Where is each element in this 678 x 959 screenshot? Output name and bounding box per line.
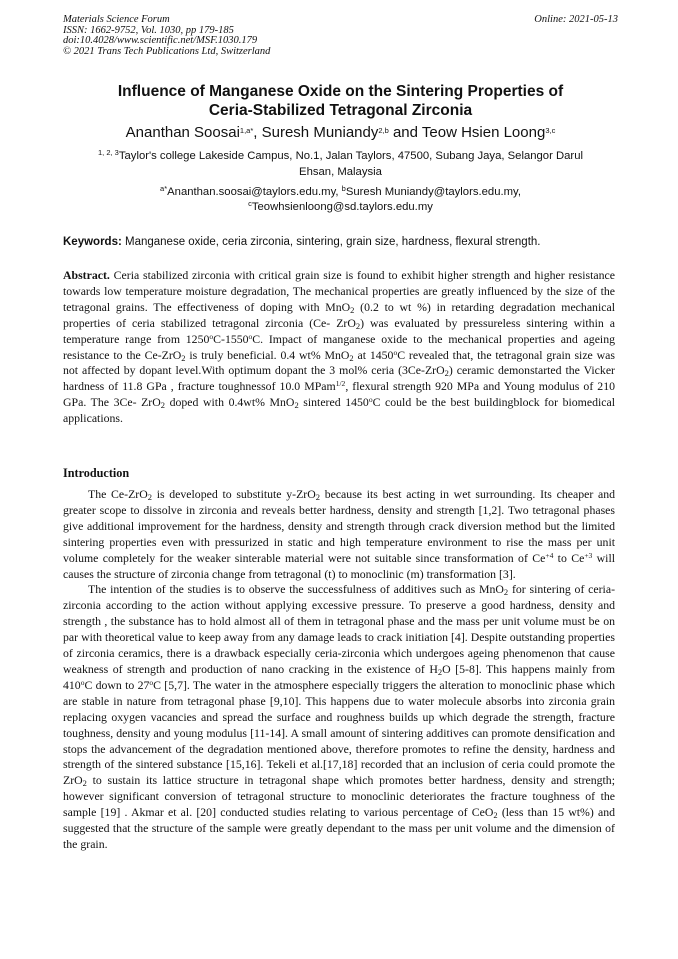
abstract-text: C revealed that, the tetragonal grain size was not affected by dopant level.With optimum dopant the 3 mol% ceria (3Ce-ZrO (63, 347, 615, 378)
affiliation-line-2: Ehsan, Malaysia (299, 165, 382, 178)
subscript: 2 (503, 587, 509, 598)
degree-mark: o (248, 331, 253, 341)
abstract-text: C-1550 (213, 331, 249, 346)
journal-name: Materials Science Forum (63, 14, 170, 25)
author-separator: and (388, 124, 422, 141)
email-mark: c (248, 198, 252, 208)
author-name: Teow Hsien Loong (421, 124, 546, 141)
email-b: Suresh Muniandy@taylors.edu.my, (345, 186, 521, 198)
degree-mark: o (80, 677, 85, 687)
subscript: 2 (493, 810, 498, 821)
subscript: 2 (437, 666, 443, 677)
subscript: 2 (444, 368, 449, 379)
copyright-line: © 2021 Trans Tech Publications Ltd, Switzerland (63, 45, 271, 57)
keywords (63, 235, 623, 249)
author-name: Ananthan Soosai (125, 124, 240, 141)
abstract-text: doped with 0.4wt% MnO (165, 395, 295, 410)
subscript: 2 (355, 320, 361, 331)
affiliation (66, 149, 615, 180)
subscript: 2 (349, 352, 354, 363)
paragraph-text: will causes the structure of zirconia change from tetragonal (t) to monoclinic (m) transformation [3]. (63, 550, 615, 581)
paragraph-text: C [5,7]. The water in the atmosphere especially triggers the alteration to monoclinic phase which are stable in nature from tetragonal phase [9,10]. This happens due to water molecule absorbs into zirconia grain replacing oxygen vacancies and spread the surface and roughness builds up which degrade the strength, fracture toughness, density and young modulus [11-14]. A small amount of sintering additives can promote densification and stops the advancement of the degradation mentioned above, therefore promotes to refine the density, hardness and strength of the sintered substance [15,16]. Tekeli et al.[17,18] recorded that an inclusion of ceria could promote the ZrO (63, 677, 615, 788)
email-mark: b (341, 184, 346, 193)
abstract-text: ) was evaluated by pressureless sintering within a temperature range from 1250 (63, 315, 615, 346)
title-line-1: Influence of Manganese Oxide on the Sintering Properties of (117, 83, 564, 100)
introduction-body (63, 487, 615, 853)
paragraph-text: The intention of the studies is to observe the successfulness of additives such as MnO (88, 582, 504, 597)
charge-mark: +3 (584, 550, 593, 560)
paragraph-text: to sustain its lattice structure in tetragonal shape which promotes better hardness, density and strength; however significant conversion of tetragonal structure to monoclinic deteriorates the fracture toughness of the sample [19] . Akmar et al. [20] conducted studies relating to various percentage of CeO (63, 773, 615, 820)
abstract-text: Ceria stabilized zirconia with critical grain size is found to exhibit higher strength and higher resistance towards low temperature moisture degradation, The mechanical properties are greatly influenced by the size of the tetragonal grains. The effectiveness of doping with MnO (63, 268, 615, 314)
affiliation-mark: 1, 2, 3 (98, 148, 119, 157)
paper-title (63, 82, 618, 120)
author-emails (63, 185, 618, 214)
doi-line: doi:10.4028/www.scientific.net/MSF.1030.179 (63, 35, 258, 47)
abstract-text: , flexural strength 920 MPa and Young modulus of 210 GPa. The 3Ce- ZrO (63, 379, 615, 410)
paragraph-text: O [5-8]. This happens mainly from 410 (63, 661, 615, 692)
abstract-text: sintered 1450 (298, 395, 369, 410)
degree-mark: o (368, 395, 373, 405)
subscript: 2 (82, 778, 87, 789)
affiliation-line-1: Taylor's college Lakeside Campus, No.1, Jalan Taylors, 47500, Subang Jaya, Selangor Darul (118, 150, 583, 162)
keywords-text: Manganese oxide, ceria zirconia, sintering, grain size, hardness, flexural strength. (121, 236, 541, 248)
abstract-text: is truly beneficial. 0.4 wt% MnO (185, 347, 350, 362)
subscript: 2 (181, 352, 186, 363)
degree-mark: o (393, 347, 398, 357)
email-a: Ananthan.soosai@taylors.edu.my, (167, 186, 342, 198)
abstract-text: ) ceramic demonstarted the Vicker hardness of 11.8 GPa , fracture toughnessof 10.0 MPam (63, 363, 615, 394)
paragraph-text: (less than 15 wt%) and suggested that the structure of the sample were greatly dependant to the mass per unit volume and the dimension of the grain. (63, 805, 615, 851)
keywords-label: Keywords: (63, 236, 122, 248)
degree-mark: o (209, 331, 214, 341)
subscript: 2 (160, 400, 165, 411)
author-affil-mark: 1,a* (239, 126, 254, 135)
author-separator: , (253, 124, 262, 141)
abstract-text: C could be the best buildingblock for biomedical applications. (63, 395, 615, 426)
paragraph-text: for sintering of ceria-zirconia according to the action without applying excessive pressure. To preserve a good hardness, density and strength , the substance has to hold almost all of them in tetragonal phase and the mass per unit volume must be on par with theoretical value to keep away from any damage leads to crack initiation [4]. Despite outstanding properties of zirconia ceramics, there is a drawback especially ceria-zirconia which undergoes ageing phenomenon that cause weakness of strength and production of nano cracking in the existence of H (63, 582, 615, 676)
title-line-2: Ceria-Stabilized Tetragonal Zirconia (208, 102, 473, 119)
paragraph (63, 487, 615, 582)
subscript: 2 (294, 400, 299, 411)
email-mark: a* (160, 184, 168, 193)
abstract-text: C. Impact of manganese oxide to the mechanical properties and ageing resistance to the Ce-ZrO (63, 331, 615, 362)
paragraph-text: C down to 27 (84, 677, 150, 692)
section-heading-introduction: Introduction (63, 466, 130, 480)
abstract (63, 268, 615, 427)
degree-mark: o (149, 677, 154, 687)
paragraph (63, 582, 615, 852)
exponent: 1/2 (335, 379, 346, 389)
subscript: 2 (315, 492, 320, 502)
journal-header (63, 15, 618, 57)
author-name: Suresh Muniandy (261, 124, 379, 141)
author-affil-mark: 2,b (378, 126, 389, 135)
abstract-label: Abstract. (63, 268, 110, 282)
abstract-text: at 1450 (353, 347, 394, 362)
issn-line: ISSN: 1662-9752, Vol. 1030, pp 179-185 (63, 24, 234, 36)
author-affil-mark: 3,c (545, 126, 556, 135)
subscript: 2 (350, 304, 355, 315)
email-c: Teowhsienloong@sd.taylors.edu.my (251, 200, 433, 213)
paragraph-text: is developed to substitute y-ZrO (151, 487, 316, 501)
paragraph-text: The Ce-ZrO (88, 487, 148, 501)
paragraph-text: because its best acting in wet surrounding. Its cheaper and greater scope to dissolve in zirconia and reveals better hardness, density and strength [1,2]. Two tetragonal phases give additional improvement for the hardness, density and strength through crack diversion method but the limited sintering properties even with pressurized in static and high temperature environment to rise the mass per unit volume completely for the weaker sinterable material were not suitable since transformation of Ce (63, 487, 615, 565)
abstract-text: (0.2 to wt %) in retarding degradation mechanical properties of ceria stabilized tetragonal zirconia (Ce- ZrO (63, 299, 615, 330)
subscript: 2 (147, 492, 152, 502)
author-list (63, 124, 618, 142)
charge-mark: +4 (545, 550, 554, 560)
paragraph-text: to Ce (553, 550, 585, 565)
online-date: Online: 2021-05-13 (534, 14, 618, 25)
